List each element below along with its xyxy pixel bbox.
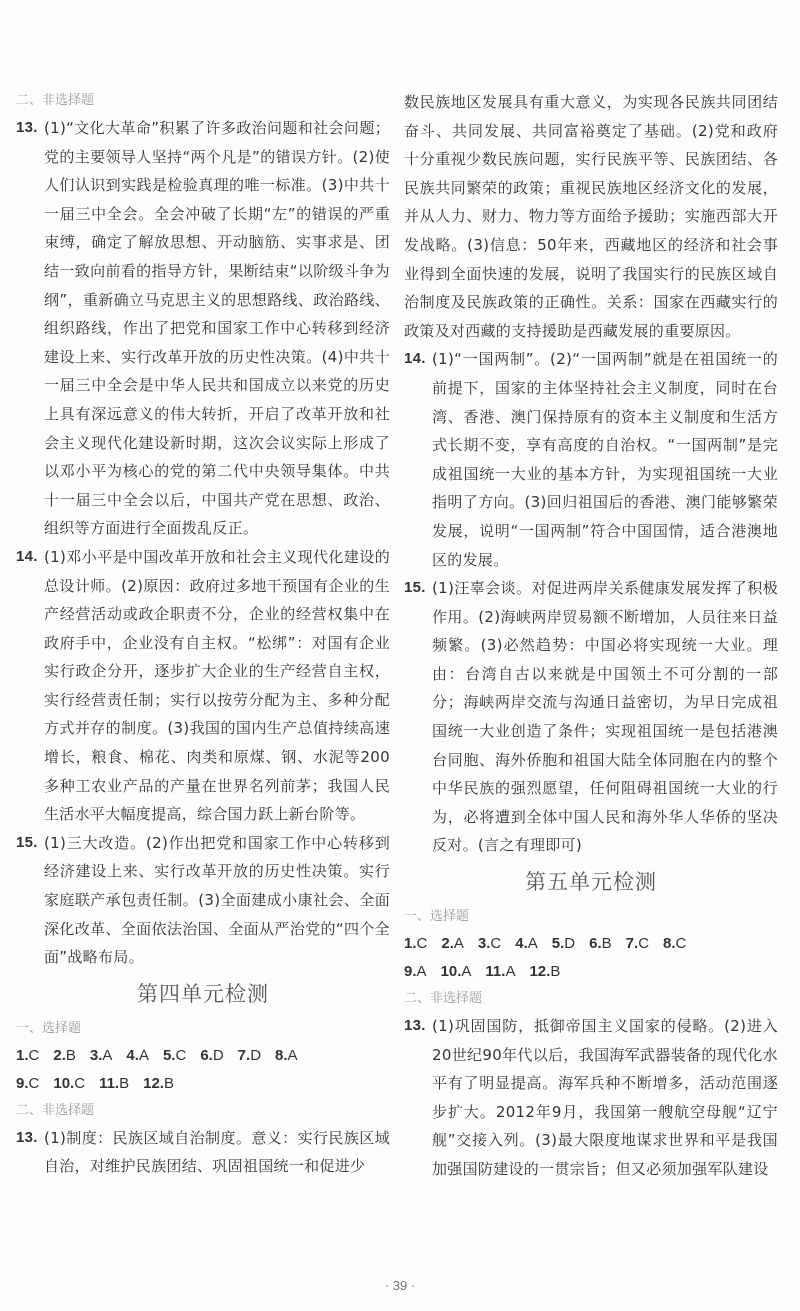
choice-answer xyxy=(90,1042,113,1070)
choice-letter: A xyxy=(453,935,464,953)
answer-item-15 xyxy=(16,829,390,972)
choice-letter: B xyxy=(163,1074,174,1092)
choice-answer xyxy=(589,930,612,958)
choice-letter: B xyxy=(119,1074,130,1092)
item-number: 15. xyxy=(16,833,38,851)
choice-number: 11. xyxy=(485,963,506,981)
section-heading-nonchoice: 二、非选择题 xyxy=(404,991,483,1007)
choice-letter: B xyxy=(65,1046,76,1064)
choice-letter: A xyxy=(138,1046,149,1064)
choice-letter: D xyxy=(212,1046,224,1064)
choice-letter: A xyxy=(102,1046,113,1064)
choice-answer xyxy=(441,958,472,986)
choice-letter: B xyxy=(550,963,561,981)
choice-letter: D xyxy=(250,1046,262,1064)
choice-number: 8. xyxy=(275,1046,288,1064)
choice-answer xyxy=(626,930,649,958)
choice-answer xyxy=(552,930,575,958)
choice-answer xyxy=(53,1070,85,1098)
choice-letter: C xyxy=(28,1074,40,1092)
choice-answer xyxy=(404,958,427,986)
answers-row xyxy=(404,930,778,958)
choice-answer xyxy=(529,958,560,986)
choice-letter: A xyxy=(505,963,516,981)
choice-number: 1. xyxy=(404,935,417,953)
choice-answer xyxy=(126,1042,149,1070)
item-number: 13. xyxy=(16,119,38,136)
answers-row xyxy=(16,1042,390,1070)
item-text: (1)汪辜会谈。对促进两岸关系健康发展发挥了积极作用。(2)海峡两岸贸易额不断增加，人员往来日益频繁。(3)必然趋势：中国必将实现统一大业。理由：台湾自古以来就是中国领土不可分割的一部分；海峡两岸交流与沟通日益密切，为早日完成祖国统一大业创造了条件；实现祖国统一是包括港澳台同胞、海外侨胞和祖国大陆全体同胞在内的整个中华民族的强烈愿望，任何阻碍祖国统一大业的行为，必将遭到全体中国人民和海外华人华侨的坚决反对。(言之有理即可) xyxy=(432,579,778,855)
choice-number: 4. xyxy=(126,1046,139,1064)
choice-letter: A xyxy=(527,935,538,953)
item-text: (1)巩固国防，抵御帝国主义国家的侵略。(2)进入20世纪90年代以后，我国海军武器装备的现代化水平有了明显提高。海军兵种不断增多，活动范围逐步扩大。2012年9月，我国第一艘航空母舰“辽宁舰”交接入列。(3)最大限度地谋求世界和平是我国加强国防建设的一贯宗旨；但又必须加强军队建设 xyxy=(432,1017,778,1178)
answers-row xyxy=(16,1070,390,1098)
choice-answer xyxy=(485,958,515,986)
choice-number: 8. xyxy=(663,935,676,953)
item-text: (1)“一国两制”。(2)“一国两制”就是在祖国统一的前提下，国家的主体坚持社会主义制度，同时在台湾、香港、澳门保持原有的资本主义制度和生活方式长期不变，享有高度的自治权。“一国两制”是完成祖国统一大业的基本方针，为实现祖国统一大业指明了方向。(3)回归祖国后的香港、澳门能够繁荣发展，说明“一国两制”符合中国国情，适合港澳地区的发展。 xyxy=(432,350,778,569)
choice-number: 5. xyxy=(162,1046,176,1064)
item-text: (1)制度：民族区域自治制度。意义：实行民族区域自治，对维护民族团结、巩固祖国统一和促进少 xyxy=(44,1128,390,1176)
choice-answer xyxy=(663,930,686,958)
choice-number: 7. xyxy=(625,935,639,953)
choice-number: 2. xyxy=(441,935,454,953)
choice-number: 12. xyxy=(143,1074,164,1092)
choice-answer xyxy=(99,1070,129,1098)
unit5-choice-answers xyxy=(404,930,778,986)
answer-item-13-unit4 xyxy=(16,1124,390,1181)
choice-letter: A xyxy=(461,963,472,981)
item-text: 数民族地区发展具有重大意义，为实现各民族共同团结奋斗、共同发展、共同富裕奠定了基础。(2)党和政府十分重视少数民族问题，实行民族平等、民族团结、各民族共同繁荣的政策；重视民族地区经济文化的发展，并从人力、财力、物力等方面给予援助；实施西部大开发战略。(3)信息：50年来，西藏地区的经济和社会事业得到全面快速的发展，说明了我国实行的民族区域自治制度及民族政策的正确性。关系：国家在西藏实行的政策及对西藏的支持援助是西藏发展的重要原因。 xyxy=(404,93,778,340)
answer-item-continued xyxy=(404,88,778,345)
answer-item-14-unit4 xyxy=(404,345,778,574)
choice-number: 9. xyxy=(16,1074,29,1092)
answer-item-13 xyxy=(16,114,390,543)
item-number: 14. xyxy=(404,350,426,368)
choice-letter: B xyxy=(601,935,612,953)
choice-letter: C xyxy=(28,1046,40,1064)
item-number: 13. xyxy=(404,1017,426,1035)
choice-number: 3. xyxy=(477,935,491,953)
item-text: (1)三大改造。(2)作出把党和国家工作中心转移到经济建设上来、实行改革开放的历史性决策。实行家庭联产承包责任制。(3)全面建成小康社会、全面深化改革、全面依法治国、全面从严治党的“四个全面”战略布局。 xyxy=(44,833,390,967)
choice-letter: C xyxy=(638,935,650,953)
unit4-title: 第四单元检测 xyxy=(137,981,269,1006)
section-heading-choice: 一、选择题 xyxy=(404,909,470,925)
choice-letter: A xyxy=(416,963,427,981)
choice-letter: C xyxy=(416,935,428,953)
choice-letter: A xyxy=(287,1046,298,1064)
choice-answer xyxy=(200,1042,223,1070)
answer-item-14 xyxy=(16,543,390,829)
choice-letter: C xyxy=(490,935,502,953)
choice-number: 4. xyxy=(515,935,528,953)
choice-answer xyxy=(275,1042,298,1070)
choice-answer xyxy=(16,1042,39,1070)
section-heading-nonchoice: 二、非选择题 xyxy=(16,1102,95,1118)
unit5-title: 第五单元检测 xyxy=(525,870,657,895)
choice-answer xyxy=(53,1042,76,1070)
choice-number: 7. xyxy=(237,1046,251,1064)
section-heading-nonchoice: 二、非选择题 xyxy=(16,93,95,108)
choice-number: 9. xyxy=(404,963,417,981)
choice-number: 5. xyxy=(551,935,565,953)
item-number: 15. xyxy=(404,579,426,597)
choice-answer xyxy=(404,930,427,958)
choice-answer xyxy=(16,1070,39,1098)
right-column xyxy=(404,88,778,1184)
choice-letter: C xyxy=(175,1046,187,1064)
choice-answer xyxy=(478,930,501,958)
choice-letter: D xyxy=(564,935,576,953)
choice-number: 2. xyxy=(53,1046,66,1064)
choice-number: 6. xyxy=(200,1046,213,1064)
left-column xyxy=(16,88,390,1181)
choice-answer xyxy=(441,930,464,958)
answer-item-13-unit5 xyxy=(404,1012,778,1184)
item-number: 14. xyxy=(16,547,38,565)
answer-item-15-unit4 xyxy=(404,574,778,860)
choice-answer xyxy=(238,1042,261,1070)
choice-answer xyxy=(143,1070,174,1098)
choice-letter: C xyxy=(675,935,687,953)
choice-answer xyxy=(163,1042,186,1070)
item-number: 13. xyxy=(16,1128,38,1146)
unit4-choice-answers xyxy=(16,1042,390,1098)
answers-row xyxy=(404,958,778,986)
page-number: · 39 · xyxy=(384,1278,416,1293)
choice-number: 3. xyxy=(89,1046,103,1064)
choice-number: 12. xyxy=(529,963,551,981)
item-text: (1)邓小平是中国改革开放和社会主义现代化建设的总设计师。(2)原因：政府过多地干预国有企业的生产经营活动或政企职责不分，企业的经营权集中在政府手中，企业没有自主权。“松绑”：对国有企业实行政企分开，逐步扩大企业的生产经营自主权，实行经营责任制；实行以按劳分配为主、多种分配方式并存的制度。(3)我国的国内生产总值持续高速增长，粮食、棉花、肉类和原煤、钢、水泥等200多种工农业产品的产量在世界名列前茅；我国人民生活水平大幅度提高，综合国力跃上新台阶等。 xyxy=(44,547,390,824)
item-text: (1)“文化大革命”积累了许多政治问题和社会问题；党的主要领导人坚持“两个凡是”的错误方针。(2)使人们认识到实践是检验真理的唯一标准。(3)中共十一届三中全会。全会冲破了长期“左”的错误的严重束缚，确定了解放思想、开动脑筋、实事求是、团结一致向前看的指导方针，果断结束“以阶级斗争为纲”，重新确立马克思主义的思想路线、政治路线、组织路线，作出了把党和国家工作中心转移到经济建设上来、实行改革开放的历史性决策。(4)中共十一届三中全会是中华人民共和国成立以来党的历史上具有深远意义的伟大转折，开启了改革开放和社会主义现代化建设新时期，这次会议实际上形成了以邓小平为核心的党的第二代中央领导集体。中共十一届三中全会以后，中国共产党在思想、政治、组织等方面进行全面拨乱反正。 xyxy=(44,119,390,538)
choice-number: 10. xyxy=(440,963,462,981)
choice-number: 1. xyxy=(16,1046,29,1064)
section-heading-choice: 一、选择题 xyxy=(16,1020,82,1036)
choice-number: 6. xyxy=(589,935,602,953)
choice-answer xyxy=(515,930,538,958)
choice-number: 10. xyxy=(53,1074,75,1092)
choice-letter: C xyxy=(74,1074,86,1092)
choice-number: 11. xyxy=(99,1074,120,1092)
